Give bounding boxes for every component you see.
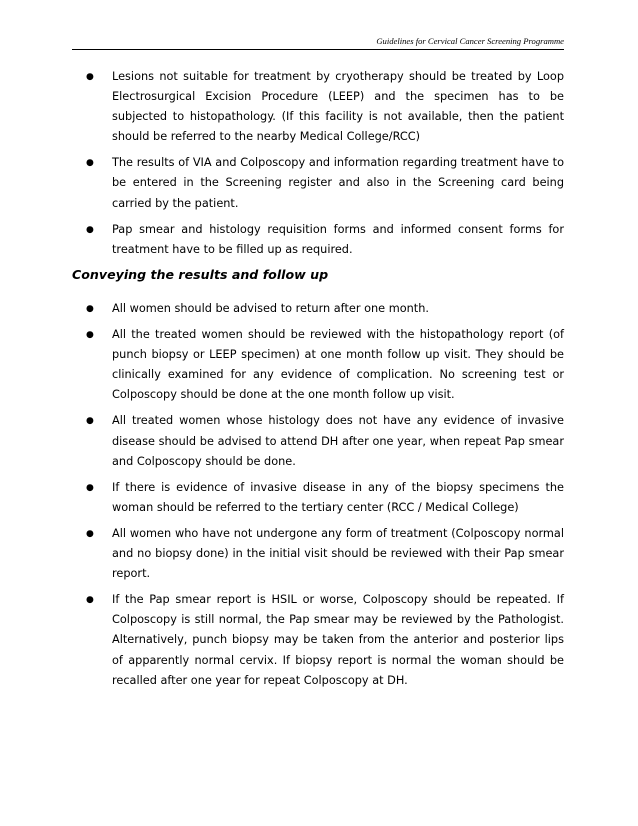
bullet-icon: ● xyxy=(86,72,94,82)
list-item-text: Lesions not suitable for treatment by cryotherapy should be treated by Loop Electrosurgical Excision Procedure (LEEP) and the specimen has to be subjected to histopathology. (If this facility is not available, then the patient should be referred to the nearby Medical College/RCC) xyxy=(112,70,564,144)
bullet-icon: ● xyxy=(86,416,94,427)
running-header: Guidelines for Cervical Cancer Screening Programme xyxy=(376,36,564,46)
list-item xyxy=(72,411,564,471)
section-heading: Conveying the results and follow up xyxy=(72,267,329,282)
bullet-icon: ● xyxy=(86,224,94,235)
list-item-text: All the treated women should be reviewed with the histopathology report (of punch biopsy or LEEP specimen) at one month follow up visit. They should be clinically examined for any evidence of complication. No screening test or Colposcopy should be done at the one month follow up visit. xyxy=(112,328,564,402)
header-rule xyxy=(72,49,564,50)
bullet-icon: ● xyxy=(86,158,94,169)
list-item-text: Pap smear and histology requisition forms and informed consent forms for treatment have to be filled up as required. xyxy=(112,222,564,256)
list-item-text: All treated women whose histology does not have any evidence of invasive disease should be advised to attend DH after one year, when repeat Pap smear and Colposcopy should be done. xyxy=(112,414,564,468)
list-item-text: All women should be advised to return after one month. xyxy=(112,302,429,315)
list-item-text: If there is evidence of invasive disease in any of the biopsy specimens the woman should be referred to the tertiary center (RCC / Medical College) xyxy=(112,480,564,514)
list-item xyxy=(72,325,564,405)
list-item-text: All women who have not undergone any form of treatment (Colposcopy normal and no biopsy done) in the initial visit should be reviewed with their Pap smear report. xyxy=(112,526,564,581)
bullet-icon: ● xyxy=(86,482,94,493)
bullet-icon: ● xyxy=(86,528,94,539)
bullet-icon: ● xyxy=(86,304,94,314)
follow-up-list xyxy=(72,299,564,697)
list-item xyxy=(72,478,564,518)
list-item-text: If the Pap smear report is HSIL or worse, Colposcopy should be repeated. If Colposcopy is still normal, the Pap smear may be reviewed by the Pathologist. Alternatively, punch biopsy may be taken from the anterior and posterior lips of apparently normal cervix. If biopsy report is normal the woman should be recalled after one year for repeat Colposcopy at DH. xyxy=(112,593,564,687)
list-item-text: The results of VIA and Colposcopy and information regarding treatment have to be entered in the Screening register and also in the Screening card being carried by the patient. xyxy=(112,156,564,210)
treatment-list xyxy=(72,67,564,266)
bullet-icon: ● xyxy=(86,595,94,606)
bullet-icon: ● xyxy=(86,330,94,341)
list-item xyxy=(72,153,564,213)
list-item xyxy=(72,590,564,690)
list-item xyxy=(72,299,564,319)
list-item xyxy=(72,220,564,260)
list-item xyxy=(72,67,564,147)
list-item xyxy=(72,524,564,584)
